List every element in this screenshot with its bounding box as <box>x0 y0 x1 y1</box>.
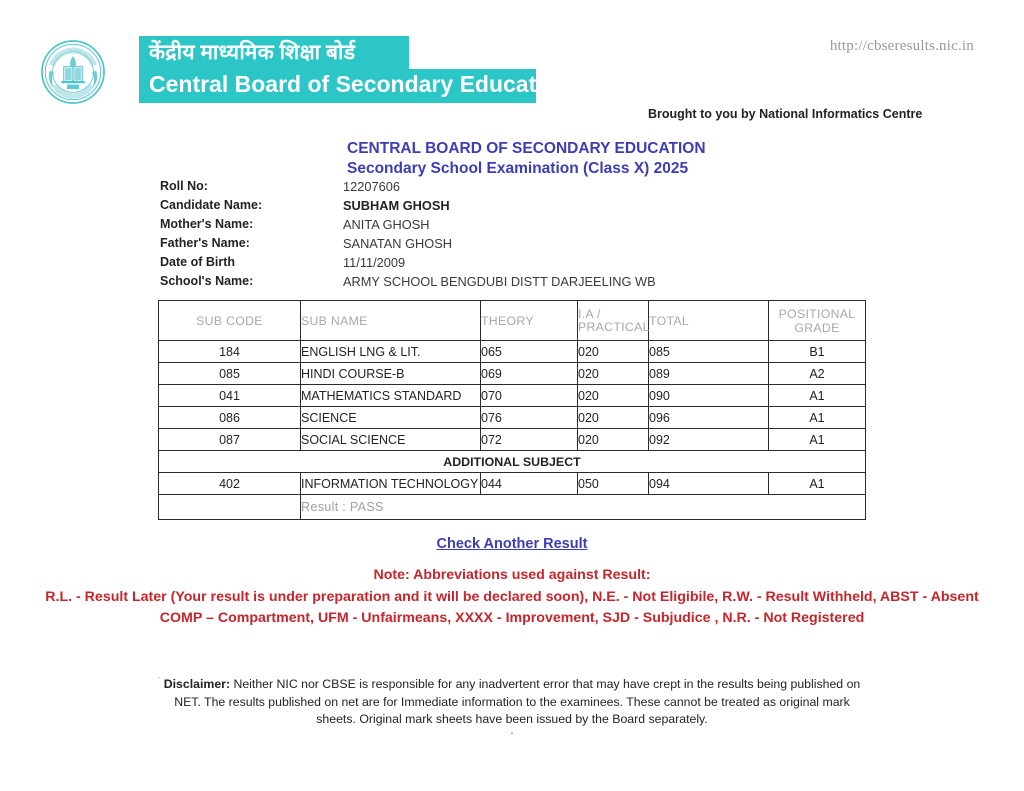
value-fathers-name: SANATAN GHOSH <box>343 236 453 251</box>
result-status-text: Result : PASS <box>301 495 866 520</box>
cell-total: 094 <box>649 473 769 495</box>
info-row-candidate-name <box>160 198 860 217</box>
result-row-blank-cell <box>159 495 301 520</box>
cell-total: 090 <box>649 385 769 407</box>
cell-ia-practical: 050 <box>578 473 649 495</box>
label-mothers-name: Mother's Name: <box>160 217 254 231</box>
label-schools-name: School's Name: <box>160 274 254 288</box>
value-roll-no: 12207606 <box>343 179 400 194</box>
cell-sub-code: 402 <box>159 473 301 495</box>
table-row <box>159 363 866 385</box>
hindi-title: केंद्रीय माध्यमिक शिक्षा बोर्ड <box>149 40 356 64</box>
info-row-schools-name <box>160 274 860 293</box>
header-ia-line1: I.A / <box>578 306 601 321</box>
disclaimer-block <box>156 676 868 729</box>
header-sub-code: SUB CODE <box>159 301 301 341</box>
cell-ia-practical: 020 <box>578 429 649 451</box>
cell-sub-code: 087 <box>159 429 301 451</box>
table-row <box>159 407 866 429</box>
abbreviations-note-block <box>40 565 984 630</box>
result-row <box>159 495 866 520</box>
cell-total: 085 <box>649 341 769 363</box>
note-line-2: R.L. - Result Later (Your result is under preparation and it will be declared soon), N.E. - Not Eligibile, R.W. - Result Withheld, ABST - Absent <box>45 588 979 605</box>
disclaimer-text: Neither NIC nor CBSE is responsible for any inadvertent error that may have crept in the results being published on NET. The results published on net are for Immediate information to the examinees. These cannot be treated as original mark sheets. Original mark sheets have been issued by the Board separately. <box>174 677 861 726</box>
header-ia-line2: PRACTICAL <box>578 319 650 334</box>
cell-grade: A1 <box>769 407 866 429</box>
page-subtitle: Secondary School Examination (Class X) 2025 <box>347 160 689 177</box>
info-row-roll-no <box>160 179 860 198</box>
cell-ia-practical: 020 <box>578 385 649 407</box>
cell-ia-practical: 020 <box>578 363 649 385</box>
disclaimer-label: Disclaimer: <box>163 677 231 691</box>
info-row-mothers-name <box>160 217 860 236</box>
value-mothers-name: ANITA GHOSH <box>343 217 430 232</box>
cell-grade: A2 <box>769 363 866 385</box>
cell-grade: B1 <box>769 341 866 363</box>
marks-table <box>158 300 866 520</box>
table-row <box>159 341 866 363</box>
table-row <box>159 473 866 495</box>
info-row-date-of-birth <box>160 255 860 274</box>
cell-theory: 072 <box>481 429 578 451</box>
label-roll-no: Roll No: <box>160 179 208 193</box>
header-ia-practical <box>578 301 649 341</box>
header-sub-name: SUB NAME <box>301 301 481 341</box>
cell-theory: 069 <box>481 363 578 385</box>
header-theory: THEORY <box>481 301 578 341</box>
masthead <box>36 36 596 110</box>
cell-grade: A1 <box>769 385 866 407</box>
label-date-of-birth: Date of Birth <box>160 255 235 269</box>
header-total: TOTAL <box>649 301 769 341</box>
value-date-of-birth: 11/11/2009 <box>343 255 406 270</box>
cell-sub-name: MATHEMATICS STANDARD <box>301 385 481 407</box>
cell-total: 096 <box>649 407 769 429</box>
info-row-fathers-name <box>160 236 860 255</box>
cell-grade: A1 <box>769 429 866 451</box>
trailing-dot: . <box>510 723 514 737</box>
note-line-1: Note: Abbreviations used against Result: <box>373 567 651 583</box>
additional-subject-label: ADDITIONAL SUBJECT <box>159 451 866 473</box>
value-schools-name: ARMY SCHOOL BENGDUBI DISTT DARJEELING WB <box>343 274 656 289</box>
cell-ia-practical: 020 <box>578 407 649 429</box>
cell-sub-code: 086 <box>159 407 301 429</box>
table-row <box>159 429 866 451</box>
brought-to-you-text: Brought to you by National Informatics Centre <box>648 107 923 121</box>
cell-total: 089 <box>649 363 769 385</box>
table-row <box>159 385 866 407</box>
cell-sub-name: INFORMATION TECHNOLOGY <box>301 473 481 495</box>
cell-theory: 076 <box>481 407 578 429</box>
site-url-text: http://cbseresults.nic.in <box>829 38 974 54</box>
label-candidate-name: Candidate Name: <box>160 198 263 212</box>
candidate-info-block <box>160 179 860 293</box>
label-fathers-name: Father's Name: <box>160 236 250 250</box>
table-header-row <box>159 301 866 341</box>
cbse-emblem-icon <box>40 39 106 105</box>
cell-sub-code: 184 <box>159 341 301 363</box>
value-candidate-name: SUBHAM GHOSH <box>343 198 450 213</box>
page-title: CENTRAL BOARD OF SECONDARY EDUCATION <box>347 140 706 157</box>
cell-theory: 070 <box>481 385 578 407</box>
cell-sub-name: HINDI COURSE-B <box>301 363 481 385</box>
cell-theory: 065 <box>481 341 578 363</box>
cell-sub-name: SOCIAL SCIENCE <box>301 429 481 451</box>
cell-theory: 044 <box>481 473 578 495</box>
cell-sub-code: 085 <box>159 363 301 385</box>
additional-subject-header-row <box>159 451 866 473</box>
header-positional-grade <box>769 301 866 341</box>
cell-grade: A1 <box>769 473 866 495</box>
decorative-dot: . <box>158 670 161 680</box>
header-grade-line2: GRADE <box>794 320 840 335</box>
header-grade-line1: POSITIONAL <box>778 306 856 321</box>
cell-sub-name: SCIENCE <box>301 407 481 429</box>
cell-total: 092 <box>649 429 769 451</box>
cell-sub-code: 041 <box>159 385 301 407</box>
check-another-result-link[interactable]: Check Another Result <box>436 536 588 552</box>
cell-sub-name: ENGLISH LNG & LIT. <box>301 341 481 363</box>
note-line-3: COMP – Compartment, UFM - Unfairmeans, XXXX - Improvement, SJD - Subjudice , N.R. - Not Registered <box>159 610 865 626</box>
cell-ia-practical: 020 <box>578 341 649 363</box>
english-title: Central Board of Secondary Education <box>149 71 571 97</box>
